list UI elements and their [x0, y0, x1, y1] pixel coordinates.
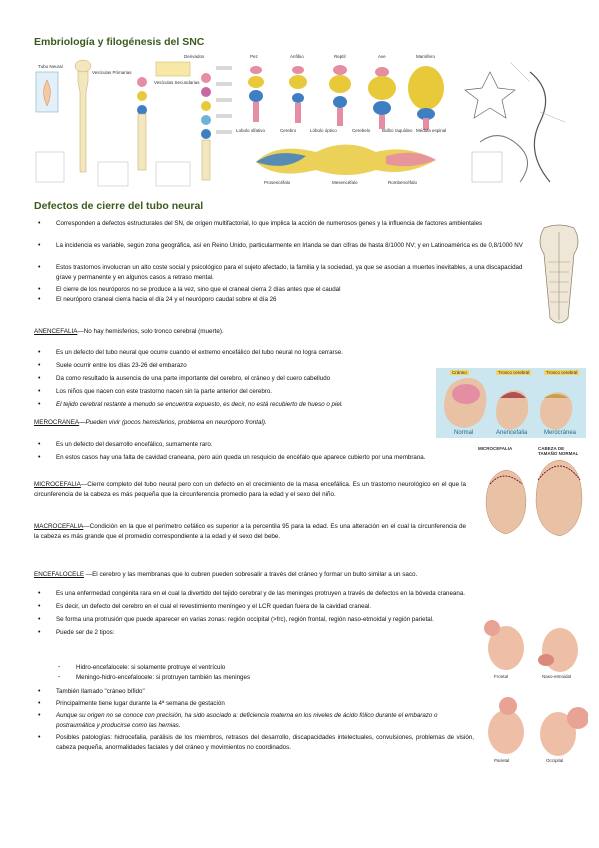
anencephaly-figure — [436, 368, 586, 438]
list-item: • Es un defecto del tubo neural que ocurre cuando el extremo encefálico del tubo neural no logra cerrarse. — [34, 348, 434, 358]
list-item: • Corresponden a defectos estructurales del SN, de origen multifactorial, lo que implica la acción de numerosos genes y la influencia de factores ambientales — [34, 219, 532, 239]
encefalocele-definition: —El cerebro y las membranas que lo cubren pueden sobresalir a través del cráneo y formar un bulto similar a un saco. — [84, 571, 418, 578]
anencefalia-heading — [34, 327, 454, 337]
anen-tag-tronco-2: Tronco cerebral — [546, 370, 578, 375]
anencefalia-definition: —No hay hemisferios, solo tronco cerebral (muerte). — [77, 328, 224, 335]
encephalocele-photo — [480, 606, 588, 782]
macrocefalia-paragraph — [34, 522, 466, 542]
label-lobulo-olfativo: Lobulo olfativo — [236, 128, 266, 133]
label-cerebelo: Cerebelo — [352, 128, 371, 133]
list-item: • El cierre de los neuróporos no se produce a la vez, sino que el craneal cierra 2 días antes que el caudal — [34, 285, 532, 295]
encefalocele-term: ENCEFALOCELE — [34, 571, 85, 578]
list-item: • Principalmente tiene lugar durante la 4ª semana de gestación — [34, 699, 474, 709]
microcephaly-figure — [476, 444, 586, 544]
figure-tag-vesiculas-secundarias: Vesículas Secundarias — [154, 80, 200, 85]
macrocefalia-term: MACROCEFALIA — [34, 523, 84, 530]
section-title: Defectos de cierre del tubo neural — [34, 200, 204, 212]
label-pez: Pez — [250, 54, 258, 59]
merocranea-heading — [34, 418, 434, 428]
encefalocele-types — [50, 663, 470, 683]
brain-stage-diagram — [34, 52, 234, 192]
page-title: Embriología y filogénesis del SNC — [34, 36, 205, 48]
label-cerebro: Cerebro — [280, 128, 297, 133]
enc-tag-parietal: Parietal — [494, 758, 510, 763]
anen-tag-merocranea: Merocránea — [544, 430, 577, 436]
label-bulbo: Bulbo raquídeo — [382, 128, 413, 133]
anen-tag-anencefalia: Anencefalia — [496, 430, 528, 436]
enc-tag-occipital: Occipital — [546, 758, 564, 763]
list-item: • Suele ocurrir entre los días 23-26 del embarazo — [34, 361, 434, 371]
encefalocele-list-2 — [34, 687, 474, 753]
list-item: • Da como resultado la ausencia de una parte importante del cerebro, el cráneo y del cuero cabelludo — [34, 374, 434, 384]
encephalocele-figure — [480, 606, 588, 782]
micro-tag-microcefalia: MICROCEFALIA — [478, 446, 513, 451]
encefalocele-list — [34, 589, 474, 638]
list-item-continuation: • El neuróporo craneal cierra hacia el día 24 y el neuróporo caudal sobre el día 26 — [34, 295, 532, 305]
microcefalia-text: —Cierre completo del tubo neural pero con un defecto en el crecimiento de la masa encefálica. Es un trastorno neurológico en el que la circunferencia de la cabeza es más pequeña que la circunferencia promedio para la edad y el sexo del niño. — [34, 481, 466, 498]
list-item: • Estos trastornos involucran un alto coste social y psicológico para el sujeto afectado, la familia y la sociedad, ya que se asocian a muertes inevitables, a una discapacidad grave y permanente y en algunos casos a retraso mental. — [34, 263, 532, 283]
merocranea-definition: —Pueden vivir (pocos hemisferios, problema en neuróporo frontal). — [79, 419, 267, 426]
label-rombencefalo: Rombencéfalo — [388, 180, 418, 185]
micro-tag-normal: CABEZA DE TAMAÑO NORMAL — [538, 446, 579, 456]
anen-tag-tronco-1: Tronco cerebral — [498, 370, 530, 375]
list-item: • Aunque su origen no se conoce con precisión, ha sido asociado a: deficiencia materna en los niveles de ácido fólico durante el embarazo o postraumática y producirse como las hernias. — [34, 711, 474, 731]
label-reptil: Reptil — [334, 54, 346, 59]
list-item: • Posibles patologías: hidrocefalia, parálisis de los miembros, retrasos del desarrollo, discapacidades intelectuales, convulsiones, problemas de visión, cabeza pequeña, anormalidades faciales y del cráneo y movimientos no coordinados. — [34, 733, 474, 753]
microcephaly-illustration — [476, 444, 586, 544]
anencefalia-term: ANENCEFALIA — [34, 328, 78, 335]
list-item: • Se forma una protrusión que puede aparecer en varias zonas: región occipital (>frc), región frontal, región naso-etmoidal y región parietal. — [34, 615, 474, 625]
vertebrate-brain-figure — [236, 52, 456, 192]
list-item: • Es decir, un defecto del cerebro en el cual el revestimiento meníngeo y el LCR quedan fuera de la cavidad craneal. — [34, 602, 474, 612]
anencephaly-illustration — [436, 368, 586, 438]
microcefalia-paragraph — [34, 480, 466, 500]
embryo-figure — [460, 52, 570, 192]
enc-tag-naso-etmoidal: Naso-etmoidal — [542, 674, 572, 679]
list-item: • Puede ser de 2 tipos: — [34, 628, 474, 638]
embryo-sketch — [460, 52, 570, 192]
label-mesencefalo: Mesencéfalo — [332, 180, 358, 185]
anen-tag-normal: Normal — [454, 430, 474, 436]
neural-tube-closure-figure — [530, 222, 588, 332]
anencefalia-list — [34, 348, 434, 410]
neural-tube-icon — [530, 222, 588, 332]
encefalocele-heading — [34, 570, 574, 580]
merocranea-list — [34, 440, 464, 463]
list-item: • Los niños que nacen con este trastorno nacen sin la parte anterior del cerebro. — [34, 387, 434, 397]
figure-tag-tubo-neural: Tubo Neural — [38, 64, 63, 69]
list-item: • Es un defecto del desarrollo encefálico, sumamente raro. — [34, 440, 464, 450]
figure-tag-vesiculas-primarias: Vesículas Primarias — [92, 70, 132, 75]
label-ave: Ave — [378, 54, 386, 59]
macrocefalia-text: —Condición en la que el perímetro cefálico es superior a la percentila 95 para la edad. Es una alteración en el cual la circunferencia de la cabeza es más grande que el promedio correspondiente a la edad y el sexo del bebe. — [34, 523, 466, 540]
list-item: • Es una enfermedad congénita rara en el cual la divertido del tejido cerebral y de las meninges protruyen a través de defectos en la bóveda craneana. — [34, 589, 474, 599]
list-item-subtype: - Meningo-hidro-encefalocele: si protruyen también las meninges — [50, 673, 470, 683]
label-lobulo-optico: Lóbulo óptico — [310, 128, 337, 133]
label-anfibio: Anfibio — [290, 54, 304, 59]
list-item: • La incidencia es variable, según zona geográfica, así en Reino Unido, particularmente en Irlanda se dan cifras de hasta 8/1000 NV; y en Latinoamérica es de 0,8/1000 NV — [34, 241, 532, 261]
label-prosencefalo: Prosencéfalo — [264, 180, 291, 185]
merocranea-term: MEROCRANEA — [34, 419, 80, 426]
vertebrate-brain-evolution — [236, 52, 456, 192]
enc-tag-frontal: Frontal — [494, 674, 509, 679]
label-mamifero: Mamífero — [416, 54, 436, 59]
microcefalia-term: MICROCEFALIA — [34, 481, 81, 488]
list-item: • En estos casos hay una falta de cavidad craneana, pero aún queda un resquicio de encéfalo que aparece cubierto por una membrana. — [34, 453, 464, 463]
figure-tag-derivados: Derivados — [184, 54, 205, 59]
list-item: • También llamado "cráneo bífido" — [34, 687, 474, 697]
label-medula: Médula espinal — [416, 128, 447, 133]
list-item: • El tejido cerebral restante a menudo se encuentra expuesto, es decir, no está recubierto de hueso o piel. — [34, 400, 434, 410]
anen-tag-craneo: Cráneo — [452, 370, 467, 375]
intro-list — [34, 219, 532, 305]
list-item-subtype: - Hidro-encefalocele: si solamente protruye el ventrículo — [50, 663, 470, 673]
neural-tube-development-figure — [34, 52, 234, 192]
